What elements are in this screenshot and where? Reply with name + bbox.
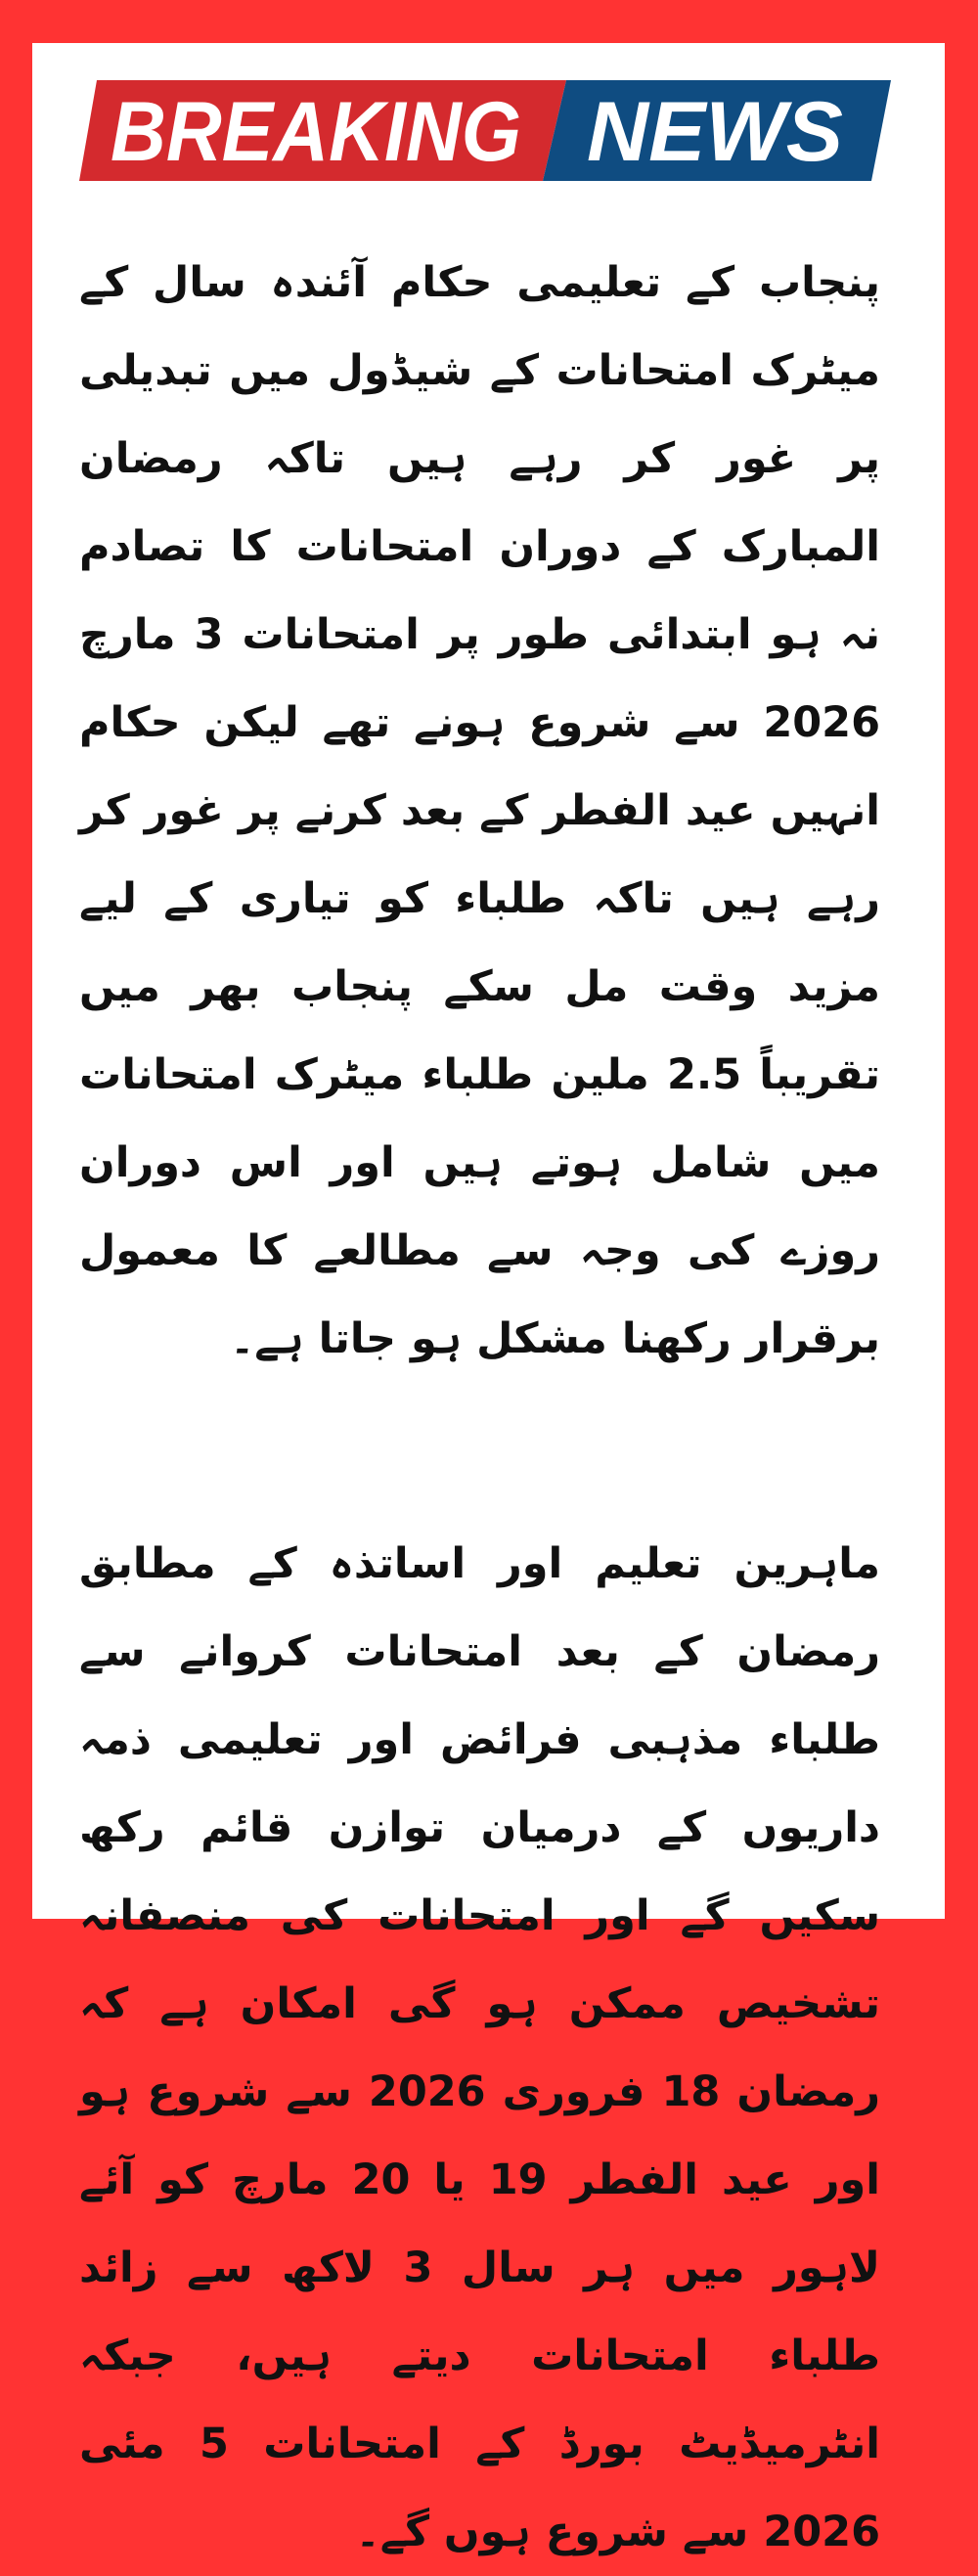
breaking-news-banner xyxy=(79,80,891,181)
breaking-news-banner-graphic xyxy=(79,80,891,181)
article-body xyxy=(79,239,880,2576)
news-card xyxy=(32,43,945,2556)
article-paragraph-1: پنجاب کے تعلیمی حکام آئندہ سال کے میٹرک امتحانات کے شیڈول میں تبدیلی پر غور کر رہے ہیں تاکہ رمضان المبارک کے دوران امتحانات کا تصادم نہ ہو ابتدائی طور پر امتحانات 3 مارچ 2026 سے شروع ہونے تھے لیکن حکام انہیں عید الفطر کے بعد کرنے پر غور کر رہے ہیں تاکہ طلباء کو تیاری کے لیے مزید وقت مل سکے پنجاب بھر میں تقریباً 2.5 ملین طلباء میٹرک امتحانات میں شامل ہوتے ہیں اور اس دوران روزے کی وجہ سے مطالعے کا معمول برقرار رکھنا مشکل ہو جاتا ہے۔ xyxy=(79,258,880,1363)
banner-word-news: NEWS xyxy=(587,85,843,179)
banner-word-breaking: BREAKING xyxy=(111,85,521,179)
article-paragraph-2: ماہرین تعلیم اور اساتذہ کے مطابق رمضان کے بعد امتحانات کروانے سے طلباء مذہبی فرائض اور تعلیمی ذمہ داریوں کے درمیان توازن قائم رکھ سکیں گے اور امتحانات کی منصفانہ تشخیص ممکن ہو گی امکان ہے کہ رمضان 18 فروری 2026 سے شروع ہو اور عید الفطر 19 یا 20 مارچ کو آئے لاہور میں ہر سال 3 لاکھ سے زائد طلباء امتحانات دیتے ہیں، جبکہ انٹرمیڈیٹ بورڈ کے امتحانات 5 مئی 2026 سے شروع ہوں گے۔ xyxy=(79,1539,880,2556)
